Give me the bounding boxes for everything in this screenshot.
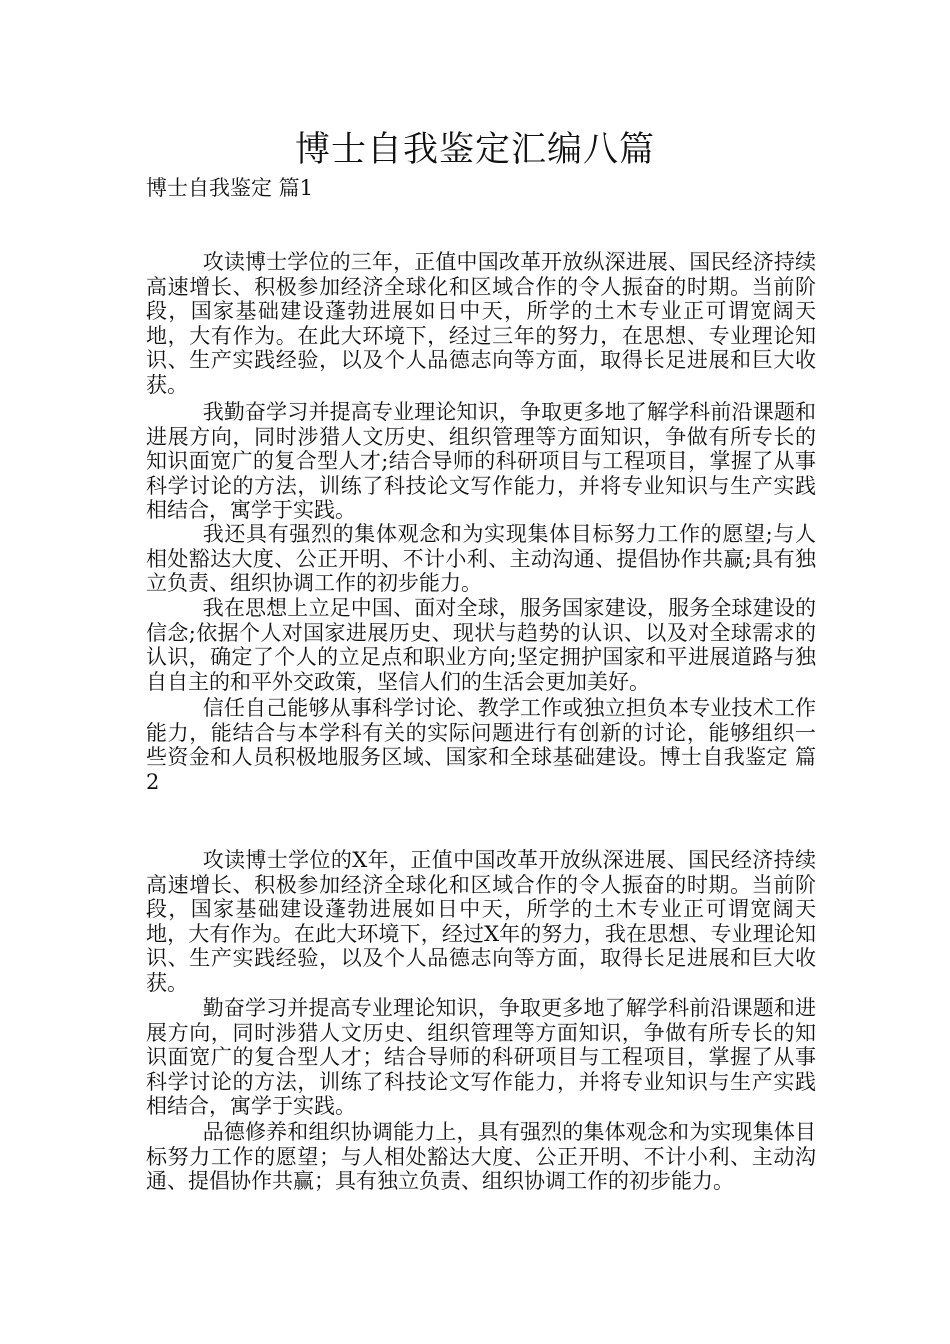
paragraph: 我勤奋学习并提高专业理论知识，争取更多地了解学科前沿课题和进展方向，同时涉猎人文历史、组织管理等方面知识，争做有所专长的知识面宽广的复合型人才;结合导师的科研项目与工程项目，掌握了从事科学讨论的方法，训练了科技论文写作能力，并将专业知识与生产实践相结合，寓学于实践。 bbox=[146, 400, 816, 523]
section-heading-1: 博士自我鉴定 篇1 bbox=[146, 176, 314, 200]
paragraph: 我还具有强烈的集体观念和为实现集体目标努力工作的愿望;与人相处豁达大度、公正开明、不计小利、主动沟通、提倡协作共赢;具有独立负责、组织协调工作的初步能力。 bbox=[146, 522, 816, 596]
paragraph: 勤奋学习并提高专业理论知识，争取更多地了解学科前沿课题和进展方向，同时涉猎人文历史、组织管理等方面知识，争做有所专长的知识面宽广的复合型人才；结合导师的科研项目与工程项目，掌握了从事科学讨论的方法，训练了科技论文写作能力，并将专业知识与生产实践相结合，寓学于实践。 bbox=[146, 996, 816, 1119]
document-title: 博士自我鉴定汇编八篇 bbox=[294, 130, 655, 170]
paragraph: 攻读博士学位的X年，正值中国改革开放纵深进展、国民经济持续高速增长、积极参加经济全球化和区域合作的令人振奋的时期。当前阶段，国家基础建设蓬勃进展如日中天，所学的土木专业正可谓宽阔天地，大有作为。在此大环境下，经过X年的努力，我在思想、专业理论知识、生产实践经验，以及个人品德志向等方面，取得长足进展和巨大收获。 bbox=[146, 848, 816, 995]
paragraph: 攻读博士学位的三年，正值中国改革开放纵深进展、国民经济持续高速增长、积极参加经济全球化和区域合作的令人振奋的时期。当前阶段，国家基础建设蓬勃进展如日中天，所学的土木专业正可谓宽阔天地，大有作为。在此大环境下，经过三年的努力，在思想、专业理论知识、生产实践经验，以及个人品德志向等方面，取得长足进展和巨大收获。 bbox=[146, 250, 816, 397]
paragraph: 我在思想上立足中国、面对全球，服务国家建设，服务全球建设的信念;依据个人对国家进展历史、现状与趋势的认识、以及对全球需求的认识，确定了个人的立足点和职业方向;坚定拥护国家和平进展道路与独自自主的和平外交政策，坚信人们的生活会更加美好。 bbox=[146, 596, 816, 694]
paragraph: 品德修养和组织协调能力上，具有强烈的集体观念和为实现集体目标努力工作的愿望；与人相处豁达大度、公正开明、不计小利、主动沟通、提倡协作共赢；具有独立负责、组织协调工作的初步能力。 bbox=[146, 1120, 816, 1194]
paragraph: 信任自己能够从事科学讨论、教学工作或独立担负本专业技术工作能力，能结合与本学科有关的实际问题进行有创新的讨论，能够组织一些资金和人员积极地服务区域、国家和全球基础建设。博士自我鉴定 篇2 bbox=[146, 696, 816, 794]
